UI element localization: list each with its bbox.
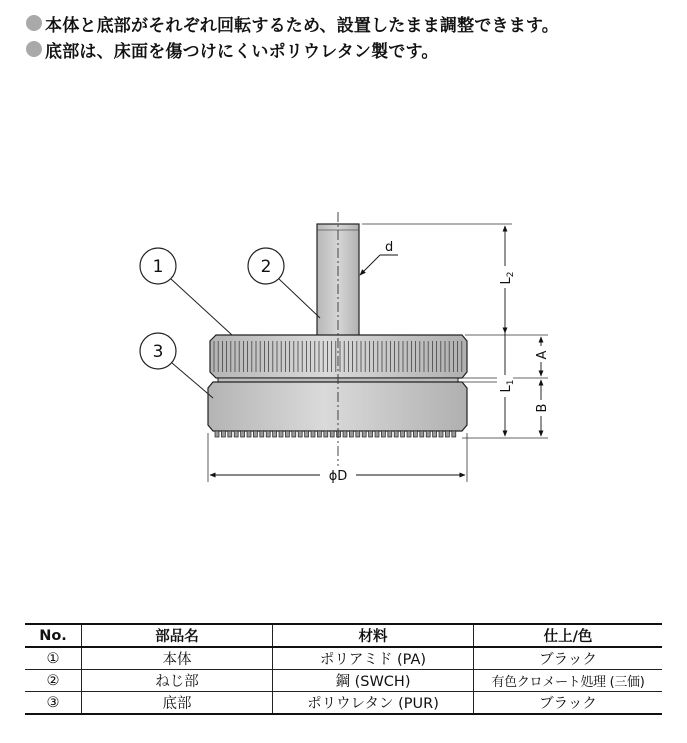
grip-tooth — [407, 431, 411, 437]
grip-tooth — [292, 431, 296, 437]
header-material: 材料 — [273, 624, 474, 647]
svg-text:1: 1 — [152, 257, 164, 277]
grip-tooth — [388, 431, 392, 437]
grip-tooth — [445, 431, 449, 437]
cell-finish: ブラック — [474, 692, 663, 715]
cell-material: ポリウレタン (PUR) — [273, 692, 474, 715]
polyurethane-base — [208, 382, 467, 431]
grip-tooth — [285, 431, 289, 437]
cell-part-name: 本体 — [82, 647, 273, 670]
cell-no: ② — [25, 670, 82, 692]
cell-no: ① — [25, 647, 82, 670]
d-leader-arrow — [360, 255, 380, 275]
grip-tooth — [234, 431, 238, 437]
dim-label-L1: $L_1$ — [499, 379, 516, 393]
dim-label-B: B — [535, 403, 550, 413]
cell-part-name: 底部 — [82, 692, 273, 715]
feature-text: 本体と底部がそれぞれ回転するため、設置したまま調整できます。 — [45, 15, 559, 36]
table-header-row — [25, 624, 662, 647]
grip-tooth — [337, 431, 341, 437]
grip-tooth — [305, 431, 309, 437]
grip-tooth — [343, 431, 347, 437]
grip-tooth — [215, 431, 219, 437]
cell-part-name: ねじ部 — [82, 670, 273, 692]
table-row — [25, 647, 662, 670]
grip-tooth — [349, 431, 353, 437]
cell-material: 鋼 (SWCH) — [273, 670, 474, 692]
grip-tooth — [228, 431, 232, 437]
grip-tooth — [356, 431, 360, 437]
header-no: No. — [25, 624, 82, 647]
grip-tooth — [362, 431, 366, 437]
cell-finish: 有色クロメート処理 (三価) — [474, 670, 663, 692]
grip-tooth — [439, 431, 443, 437]
grip-tooth — [221, 431, 225, 437]
table-row — [25, 670, 662, 692]
grip-tooth — [279, 431, 283, 437]
grip-tooth — [413, 431, 417, 437]
svg-text:2: 2 — [260, 257, 272, 277]
header-finish: 仕上/色 — [474, 624, 663, 647]
dim-label-A: A — [535, 350, 550, 360]
grip-tooth — [426, 431, 430, 437]
svg-text:3: 3 — [152, 342, 164, 362]
base-grip-teeth — [215, 431, 456, 437]
cell-material: ポリアミド (PA) — [273, 647, 474, 670]
grip-tooth — [433, 431, 437, 437]
callout-3 — [140, 333, 213, 398]
grip-tooth — [375, 431, 379, 437]
grip-tooth — [273, 431, 277, 437]
grip-tooth — [311, 431, 315, 437]
grip-tooth — [381, 431, 385, 437]
dim-label-L2: $L_2$ — [499, 271, 516, 285]
feature-text: 底部は、床面を傷つけにくいポリウレタン製です。 — [45, 41, 439, 62]
grip-tooth — [317, 431, 321, 437]
cell-no: ③ — [25, 692, 82, 715]
callout-2 — [248, 248, 320, 318]
grip-tooth — [260, 431, 264, 437]
grip-tooth — [241, 431, 245, 437]
grip-tooth — [330, 431, 334, 437]
grip-tooth — [298, 431, 302, 437]
grip-tooth — [369, 431, 373, 437]
grip-tooth — [253, 431, 257, 437]
callout-1 — [140, 248, 232, 335]
grip-tooth — [247, 431, 251, 437]
grip-tooth — [401, 431, 405, 437]
grip-tooth — [452, 431, 456, 437]
dim-label-d: d — [385, 240, 394, 255]
header-part-name: 部品名 — [82, 624, 273, 647]
cell-finish: ブラック — [474, 647, 663, 670]
grip-tooth — [394, 431, 398, 437]
grip-tooth — [420, 431, 424, 437]
grip-tooth — [266, 431, 270, 437]
parts-spec-table — [25, 623, 662, 715]
table-row — [25, 692, 662, 715]
grip-tooth — [324, 431, 328, 437]
dim-label-phiD: ϕD — [328, 469, 348, 484]
